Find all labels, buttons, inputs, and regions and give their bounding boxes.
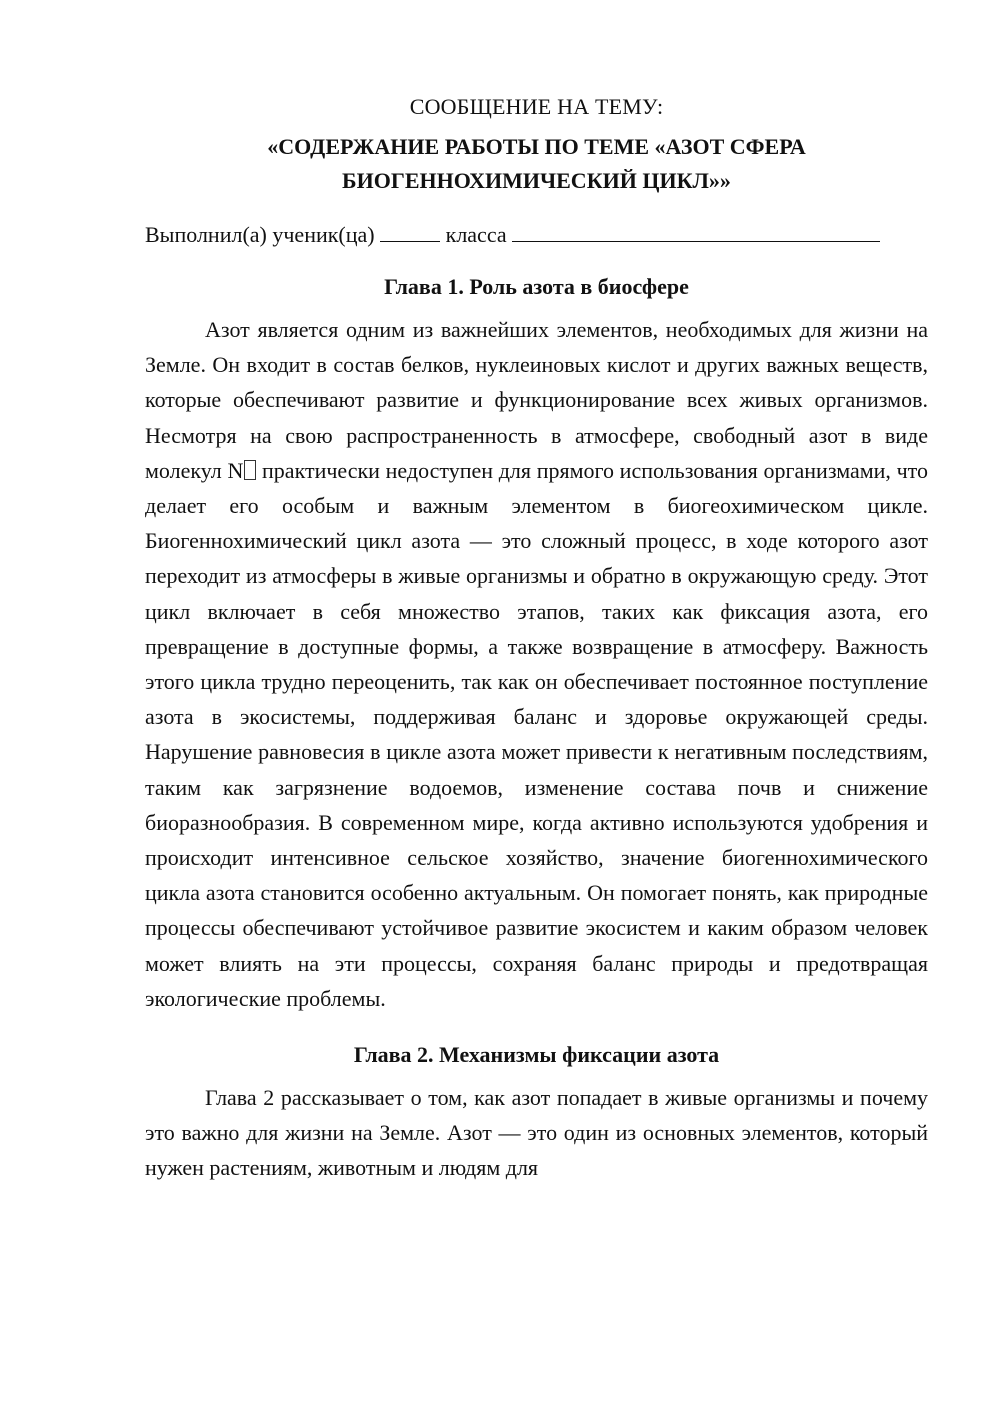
chapter-1-heading: Глава 1. Роль азота в биосфере [384, 274, 689, 299]
author-line [145, 218, 928, 252]
chapter-2-heading: Глава 2. Механизмы фиксации азота [353, 1042, 720, 1068]
page-content [145, 88, 928, 1186]
document-title: «СОДЕРЖАНИЕ РАБОТЫ ПО ТЕМЕ «АЗОТ СФЕРА БИОГЕННОХИМИЧЕСКИЙ ЦИКЛ»» [267, 134, 806, 193]
missing-glyph-box [244, 460, 256, 480]
chapter-2-paragraph: Глава 2 рассказывает о том, как азот попадает в живые организмы и почему это важно для жизни на Земле. Азот — это один из основных элементов, который нужен растениям, животным и людям для [145, 1085, 928, 1181]
chapter-1-text-part-1: Азот является одним из важнейших элементов, необходимых для жизни на Земле. Он входит в состав белков, нуклеиновых кислот и других важных веществ, которые обеспечивают развитие и функционирование всех живых организмов. Несмотря на свою распространенность в атмосфере, свободный азот в виде молекул N [145, 317, 928, 483]
grade-blank [380, 219, 440, 242]
chapter-1-text-part-2: практически недоступен для прямого использования организмами, что делает его особым и важным элементом в биогеохимическом цикле. Биогеннохимический цикл азота — это сложный процесс, в ходе которого азот переходит из атмосферы в живые организмы и обратно в окружающую среду. Этот цикл включает в себя множество этапов, таких как фиксация азота, его превращение в доступные формы, а также возвращение в атмосферу. Важность этого цикла трудно переоценить, так как он обеспечивает постоянное поступление азота в экосистемы, поддерживая баланс и здоровье окружающей среды. Нарушение равновесия в цикле азота может привести к негативным последствиям, таким как загрязнение водоемов, изменение состава почв и снижение биоразнообразия. В современном мире, когда активно используются удобрения и происходит интенсивное сельское хозяйство, значение биогеннохимического цикла азота становится особенно актуальным. Он помогает понять, как природные процессы обеспечивают устойчивое развитие экосистем и каким образом человек может влиять на эти процессы, сохраняя баланс природы и предотвращая экологические проблемы. [145, 457, 928, 1011]
class-label: класса [445, 222, 507, 247]
name-blank [512, 219, 880, 242]
chapter-1-paragraph [145, 312, 928, 1016]
author-label: Выполнил(а) ученик(ца) [145, 222, 375, 247]
document-kicker: СООБЩЕНИЕ НА ТЕМУ: [409, 94, 664, 119]
